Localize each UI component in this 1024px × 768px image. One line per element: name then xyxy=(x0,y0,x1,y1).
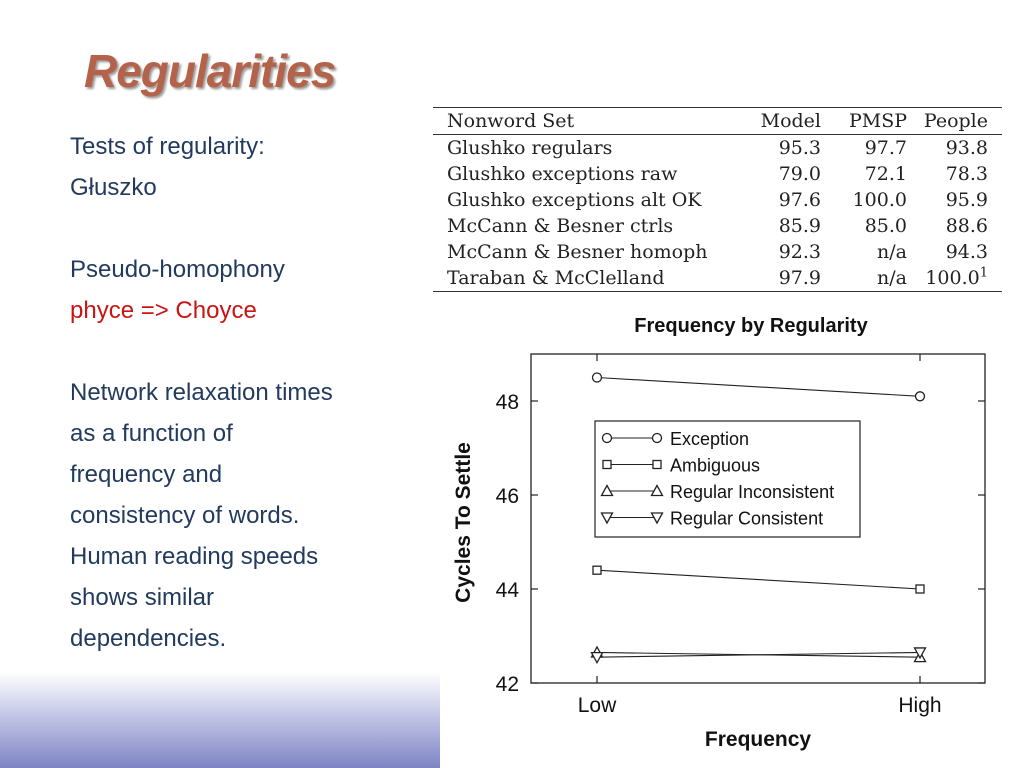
table-cell xyxy=(433,161,727,187)
series-line xyxy=(597,378,920,397)
table-cell-value: Glushko exceptions raw xyxy=(447,163,678,185)
table-cell xyxy=(907,135,1002,162)
x-tick-label: Low xyxy=(577,694,617,717)
table-header-cell: Model xyxy=(760,110,821,132)
legend-marker xyxy=(653,461,661,469)
data-point xyxy=(916,585,924,593)
body-text-line: Tests of regularity: xyxy=(70,133,265,160)
table-header-row xyxy=(433,108,1002,135)
legend-label: Ambiguous xyxy=(670,455,761,476)
table-cell xyxy=(907,239,1002,265)
table-cell-value: 93.8 xyxy=(945,137,988,159)
table-cell-value: McCann & Besner homoph xyxy=(447,241,708,263)
line-spacer xyxy=(70,208,410,249)
table-cell-value: 97.7 xyxy=(864,137,907,159)
table-cell xyxy=(433,187,727,213)
body-text-line: phyce => Choyce xyxy=(70,297,257,324)
table-cell xyxy=(907,187,1002,213)
table-cell xyxy=(727,239,821,265)
table-cell-value: 92.3 xyxy=(778,241,821,263)
body-text-line: Pseudo-homophony xyxy=(70,256,285,283)
nonword-table-container xyxy=(433,107,1002,292)
table-cell-value: n/a xyxy=(877,267,907,289)
line-spacer xyxy=(70,331,410,372)
slide-background-gradient xyxy=(0,672,440,768)
table-cell-value: n/a xyxy=(877,241,907,263)
table-cell-value: 72.1 xyxy=(864,163,907,185)
table-cell xyxy=(727,213,821,239)
body-text-line: shows similar xyxy=(70,584,215,611)
y-tick-label: 42 xyxy=(495,673,519,696)
table-cell-value: 94.3 xyxy=(945,241,988,263)
table-cell xyxy=(907,161,1002,187)
y-tick-label: 48 xyxy=(495,391,519,414)
table-row xyxy=(433,265,1002,292)
table-cell-value: 95.9 xyxy=(945,189,988,211)
table-cell-value: 78.3 xyxy=(945,163,988,185)
table-cell xyxy=(907,213,1002,239)
table-cell-value: 95.3 xyxy=(778,137,821,159)
nonword-results-table xyxy=(433,107,1002,292)
body-text-line: dependencies. xyxy=(70,625,227,652)
body-text-line: Głuszko xyxy=(70,174,157,201)
frequency-regularity-chart xyxy=(440,305,1020,768)
table-header-cell: PMSP xyxy=(848,110,907,132)
y-tick-label: 44 xyxy=(495,579,519,602)
table-cell-value: 100.0 xyxy=(925,267,980,289)
table-header-cell: Nonword Set xyxy=(447,110,575,132)
table-header-cell: People xyxy=(923,110,988,132)
table-row xyxy=(433,135,1002,162)
data-point xyxy=(593,566,601,574)
series-line xyxy=(597,570,920,589)
body-text-line: consistency of words. xyxy=(70,502,300,529)
legend-label: Regular Inconsistent xyxy=(670,482,835,502)
x-axis-label: Frequency xyxy=(704,728,812,751)
body-text-line: Human reading speeds xyxy=(70,543,319,570)
table-cell xyxy=(433,135,727,162)
table-cell xyxy=(821,213,907,239)
table-cell-value: 97.6 xyxy=(778,189,821,211)
y-tick-label: 46 xyxy=(495,485,519,508)
legend-marker xyxy=(603,461,611,469)
table-cell-value: Glushko exceptions alt OK xyxy=(447,189,702,211)
table-cell xyxy=(727,265,821,292)
table-cell-value: 88.6 xyxy=(945,215,988,237)
slide-body-text xyxy=(70,126,410,659)
table-cell xyxy=(727,161,821,187)
table-cell-value: 79.0 xyxy=(778,163,821,185)
table-cell xyxy=(821,161,907,187)
data-point xyxy=(916,392,925,401)
chart-title: Frequency by Regularity xyxy=(634,315,868,337)
data-point xyxy=(592,653,603,663)
table-cell-value: Taraban & McClelland xyxy=(447,267,665,289)
y-axis-label: Cycles To Settle xyxy=(452,442,475,603)
table-cell-value: 97.9 xyxy=(778,267,821,289)
table-cell xyxy=(433,239,727,265)
slide-title: Regularities xyxy=(84,45,336,97)
table-cell xyxy=(433,213,727,239)
table-cell-value: 100.0 xyxy=(852,189,907,211)
table-cell-value: 85.9 xyxy=(778,215,821,237)
table-row xyxy=(433,187,1002,213)
table-row xyxy=(433,239,1002,265)
body-text-line: as a function of xyxy=(70,420,233,447)
table-cell-value: Glushko regulars xyxy=(447,137,613,159)
legend-marker xyxy=(653,434,662,443)
table-cell xyxy=(821,135,907,162)
data-point xyxy=(593,373,602,382)
table-cell xyxy=(433,265,727,292)
table-cell xyxy=(821,239,907,265)
table-row xyxy=(433,213,1002,239)
table-cell xyxy=(821,265,907,292)
body-text-line: Network relaxation times xyxy=(70,379,333,406)
table-cell xyxy=(821,187,907,213)
body-text-line: frequency and xyxy=(70,461,223,488)
x-tick-label: High xyxy=(898,694,942,717)
legend-label: Exception xyxy=(670,429,750,449)
table-cell-value: McCann & Besner ctrls xyxy=(447,215,674,237)
table-cell xyxy=(907,265,1002,292)
legend-marker xyxy=(603,434,612,443)
legend-label: Regular Consistent xyxy=(670,508,824,529)
table-row xyxy=(433,161,1002,187)
table-cell xyxy=(727,187,821,213)
table-cell-value: 85.0 xyxy=(864,215,907,237)
footnote-marker: 1 xyxy=(979,265,988,281)
table-cell xyxy=(727,135,821,162)
